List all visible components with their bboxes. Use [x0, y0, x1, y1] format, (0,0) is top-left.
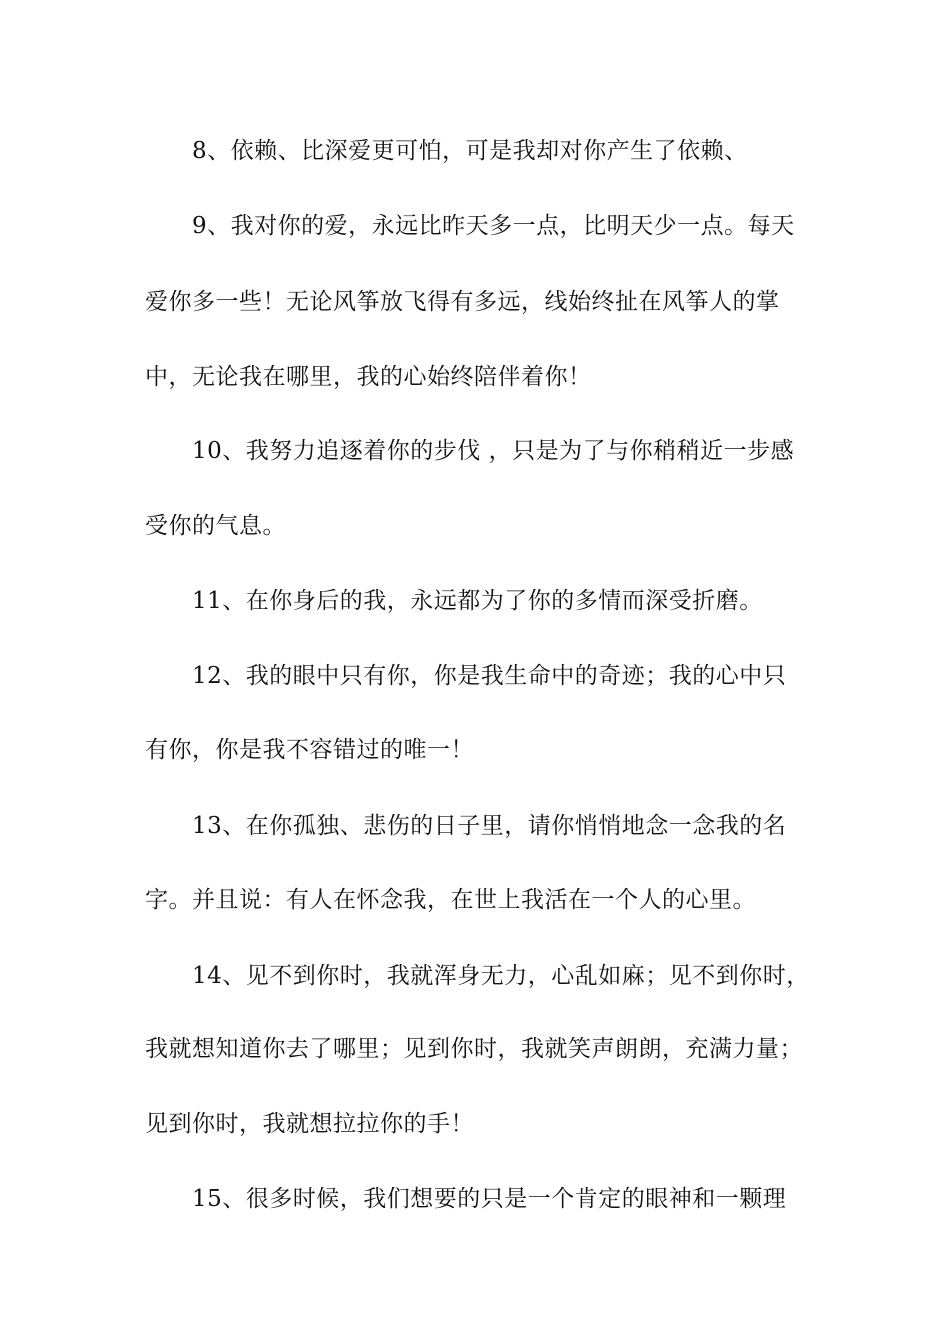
text-line: 有你，你是我不容错过的唯一！ [145, 737, 474, 763]
text-line: 12、我的眼中只有你，你是我生命中的奇迹；我的心中只 [192, 663, 787, 689]
text-line: 9、我对你的爱，永远比昨天多一点，比明天少一点。每天 [192, 213, 795, 239]
text-line: 受你的气息。 [145, 513, 286, 539]
text-line: 8、依赖、比深爱更可怕，可是我却对你产生了依赖、 [192, 138, 748, 164]
text-line: 13、在你孤独、悲伤的日子里，请你悄悄地念一念我的名 [192, 813, 787, 839]
text-line: 字。并且说：有人在怀念我，在世上我活在一个人的心里。 [145, 887, 756, 913]
text-line: 10、我努力追逐着你的步伐 ，只是为了与你稍稍近一步感 [192, 438, 795, 464]
text-line: 15、很多时候，我们想要的只是一个肯定的眼神和一颗理 [192, 1186, 787, 1212]
text-line: 见到你时，我就想拉拉你的手！ [145, 1111, 474, 1137]
text-line: 中，无论我在哪里，我的心始终陪伴着你！ [145, 364, 592, 390]
text-line: 我就想知道你去了哪里；见到你时，我就笑声朗朗，充满力量； [145, 1036, 803, 1062]
text-line: 11、在你身后的我，永远都为了你的多情而深受折磨。 [192, 588, 763, 614]
text-line: 爱你多一些！无论风筝放飞得有多远，线始终扯在风筝人的掌 [145, 289, 780, 315]
text-line: 14、见不到你时，我就浑身无力，心乱如麻；见不到你时， [192, 963, 810, 989]
